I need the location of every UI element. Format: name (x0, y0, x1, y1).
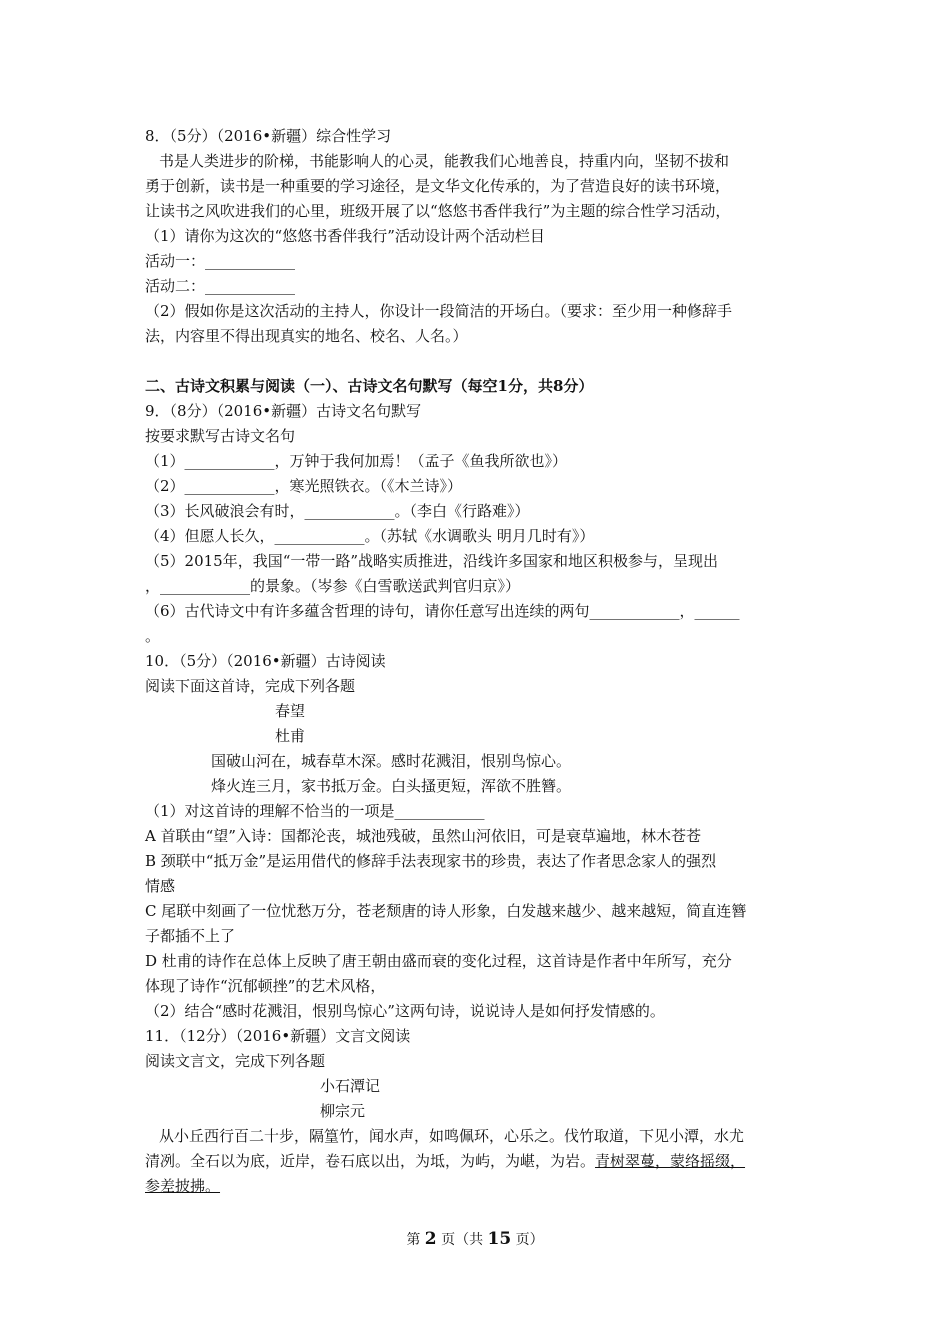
q8-sub-2-line-2: 法，内容里不得出现真实的地名、校名、人名。） (145, 327, 468, 345)
q8-sub-1: （1）请你为这次的“悠悠书香伴我行”活动设计两个活动栏目 (145, 227, 545, 245)
q9-item-2: （2）____________，寒光照铁衣。（《木兰诗》） (145, 477, 463, 495)
poem-author: 杜甫 (275, 727, 306, 745)
poem-line-1: 国破山河在，城春草木深。感时花溅泪，恨别鸟惊心。 (211, 752, 572, 770)
q9-item-4: （4）但愿人长久，____________。（苏轼《水调歌头 明月几时有》） (145, 527, 595, 545)
q8-header: 8．（5分）（2016•新疆）综合性学习 (145, 127, 392, 145)
prose-author: 柳宗元 (320, 1102, 366, 1120)
footer-prefix: 第 (406, 1232, 421, 1248)
prose-line-3 (145, 1174, 815, 1199)
footer-middle: 页（共 (441, 1232, 484, 1248)
q9-item-3: （3）长风破浪会有时，____________。（李白《行路难》） (145, 502, 530, 520)
q8-para-line-2: 勇于创新，读书是一种重要的学习途径，是文华文化传承的，为了营造良好的读书环境， (145, 177, 731, 195)
q10-option-c-line-2: 子都插不上了 (145, 927, 236, 945)
footer-page-number: 2 (424, 1229, 437, 1249)
spacer (145, 349, 815, 374)
q11-header: 11．（12分）（2016•新疆）文言文阅读 (145, 1027, 411, 1045)
page-footer (0, 1228, 950, 1251)
q9-item-6-line-1: （6）古代诗文中有许多蕴含哲理的诗句，请你任意写出连续的两句____________，______ (145, 602, 740, 620)
q10-sub-2: （2）结合“感时花溅泪，恨别鸟惊心”这两句诗，说说诗人是如何抒发情感的。 (145, 1002, 665, 1020)
q8-para-line-1: 书是人类进步的阶梯，书能影响人的心灵，能教我们心地善良，持重内向，坚韧不拔和 (159, 152, 730, 170)
q8-activity-1: 活动一：____________ (145, 252, 296, 270)
q8-activity-2: 活动二：____________ (145, 277, 296, 295)
q10-instruction: 阅读下面这首诗，完成下列各题 (145, 677, 356, 695)
q9-item-6-line-2: 。 (145, 627, 161, 645)
prose-title: 小石潭记 (320, 1077, 381, 1095)
q9-item-5-line-1: （5）2015年，我国“一带一路”战略实质推进，沿线许多国家和地区积极参与，呈现出 (145, 552, 719, 570)
footer-total-pages: 15 (487, 1229, 512, 1249)
q9-item-5-line-2: ，____________的景象。（岑参《白雪歌送武判官归京》） (145, 577, 521, 595)
section-2-title: 二、古诗文积累与阅读（一）、古诗文名句默写（每空1分，共8分） (145, 377, 594, 395)
prose-line-1: 从小丘西行百二十步，隔篁竹，闻水声，如鸣佩环，心乐之。伐竹取道，下见小潭，水尤 (159, 1127, 745, 1145)
q9-instruction: 按要求默写古诗文名句 (145, 427, 296, 445)
q10-sub-1: （1）对这首诗的理解不恰当的一项是____________ (145, 802, 485, 820)
q10-header: 10．（5分）（2016•新疆）古诗阅读 (145, 652, 386, 670)
prose-underlined-text-1: 青树翠蔓，蒙络摇缀， (595, 1152, 746, 1170)
q10-option-d-line-2: 体现了诗作“沉郁顿挫”的艺术风格， (145, 977, 386, 995)
q8-para-line-3: 让读书之风吹进我们的心里，班级开展了以“悠悠书香伴我行”为主题的综合性学习活动， (145, 202, 731, 220)
q10-option-c-line-1: C 尾联中刻画了一位忧愁万分，苍老颓唐的诗人形象，白发越来越少、越来越短，简直连簪 (145, 902, 747, 920)
poem-title: 春望 (275, 702, 306, 720)
q10-option-b-line-2: 情感 (145, 877, 176, 895)
q11-instruction: 阅读文言文，完成下列各题 (145, 1052, 326, 1070)
prose-line-2-plain: 清冽。全石以为底，近岸，卷石底以出，为坻，为屿，为嵁，为岩。 (145, 1152, 596, 1170)
poem-line-2: 烽火连三月，家书抵万金。白头搔更短，浑欲不胜簪。 (211, 777, 572, 795)
footer-suffix: 页） (515, 1232, 544, 1248)
q10-option-a: A 首联由“望”入诗：国都沦丧，城池残破，虽然山河依旧，可是衰草遍地，林木苍苍 (145, 827, 701, 845)
prose-underlined-text-2: 参差披拂。 (145, 1177, 221, 1195)
page-content (145, 124, 815, 1199)
q9-header: 9．（8分）（2016•新疆）古诗文名句默写 (145, 402, 422, 420)
q8-sub-2-line-1: （2）假如你是这次活动的主持人，你设计一段简洁的开场白。（要求：至少用一种修辞手 (145, 302, 733, 320)
q10-option-d-line-1: D 杜甫的诗作在总体上反映了唐王朝由盛而衰的变化过程，这首诗是作者中年所写，充分 (145, 952, 732, 970)
prose-line-2 (145, 1149, 815, 1174)
q9-item-1: （1）____________，万钟于我何加焉！（孟子《鱼我所欲也》） (145, 452, 568, 470)
q10-option-b-line-1: B 颈联中“抵万金”是运用借代的修辞手法表现家书的珍贵，表达了作者思念家人的强烈 (145, 852, 717, 870)
